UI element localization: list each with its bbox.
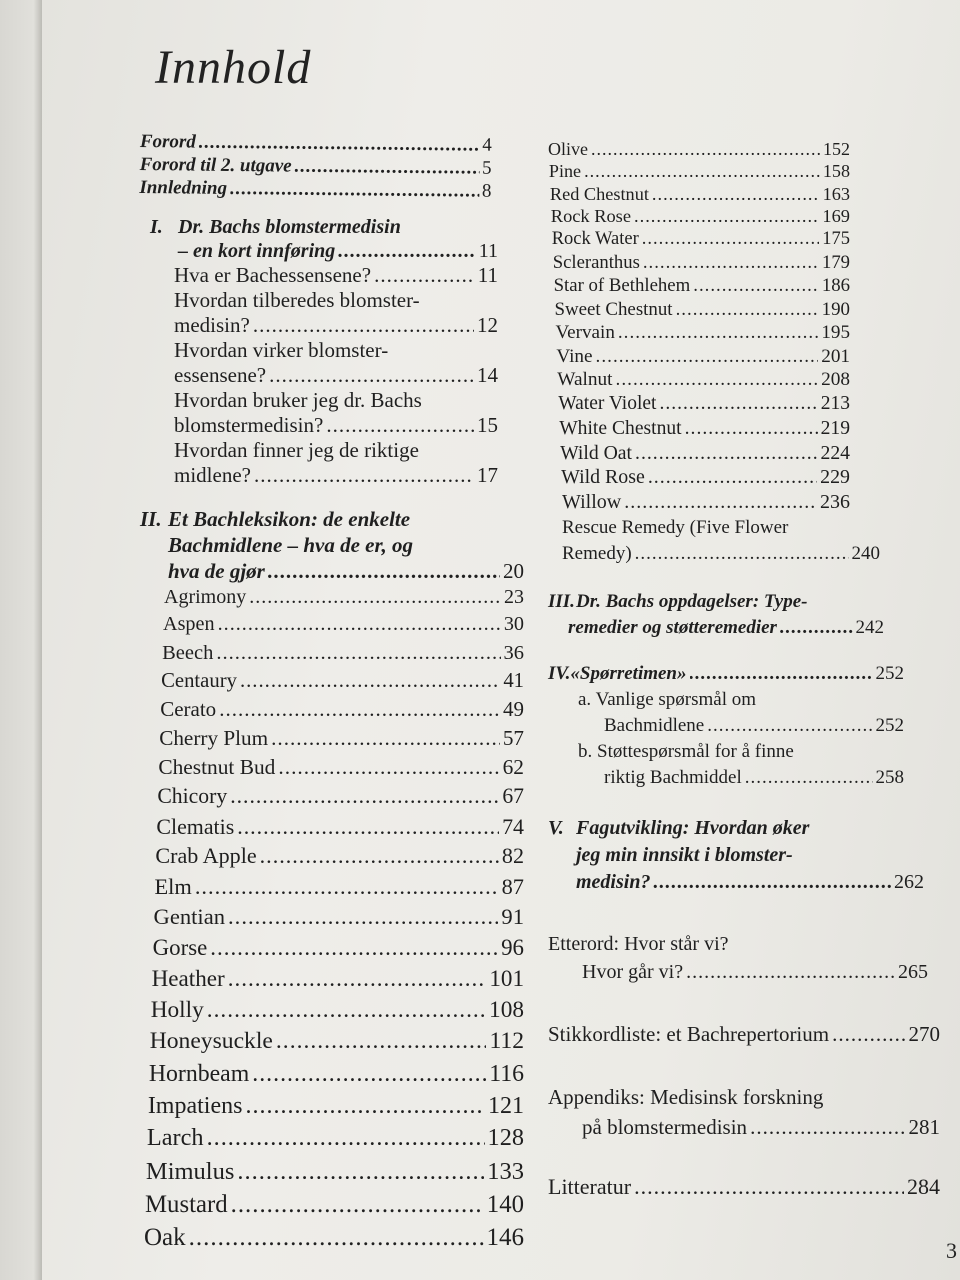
toc-entry-label: White Chestnut (559, 417, 682, 439)
page-title: Innhold (155, 41, 312, 94)
toc-section-4 (548, 661, 940, 791)
remedy-list-continued (548, 138, 940, 515)
dot-leader (278, 753, 499, 782)
dot-leader (237, 812, 499, 842)
dot-leader (584, 160, 820, 183)
toc-entry-page: 213 (820, 393, 850, 415)
toc-entry-page: 4 (482, 134, 492, 156)
toc-entry (548, 228, 850, 251)
dot-leader (648, 465, 817, 490)
toc-entry-page: 30 (503, 613, 524, 636)
toc-entry (146, 1155, 524, 1188)
toc-entry (155, 841, 524, 871)
toc-entry (548, 205, 850, 228)
toc-entry-page: 108 (489, 996, 524, 1023)
toc-entry (548, 465, 850, 490)
toc-entry (174, 313, 498, 338)
toc-section-2 (140, 506, 532, 1255)
etterord-line-1: Etterord: Hvor står vi? (548, 932, 729, 955)
toc-entry (157, 782, 524, 812)
toc-entry-page: 5 (482, 157, 492, 179)
dot-leader (652, 183, 820, 206)
toc-entry-label: midlene? (174, 463, 251, 487)
toc-entry-label: Innledning (139, 176, 228, 199)
toc-entry (154, 902, 525, 933)
toc-entry-label: medisin? (174, 313, 250, 337)
toc-entry-label: Cherry Plum (159, 726, 269, 750)
toc-entry (150, 1026, 524, 1058)
toc-entry-label: Mustard (145, 1191, 228, 1219)
toc-entry (148, 1090, 524, 1122)
toc-section-3 (548, 589, 940, 641)
toc-entry-page: 195 (821, 322, 850, 344)
toc-entry (158, 753, 524, 782)
toc-front-matter (139, 130, 532, 203)
toc-entry (548, 321, 850, 345)
toc-entry-page: 36 (503, 642, 524, 665)
dot-leader (207, 995, 486, 1027)
page-number: 3 (946, 1238, 957, 1263)
toc-entry-page: 57 (502, 726, 524, 750)
dot-leader (228, 963, 487, 994)
toc-entry-page: 128 (487, 1124, 524, 1152)
dot-leader (269, 363, 474, 388)
toc-entry-label: Impatiens (147, 1093, 243, 1119)
toc-entry-label: Hva er Bachessensene? (174, 263, 372, 287)
toc-entry-label: essensene? (174, 363, 267, 387)
section-4a-line-1: a. Vanlige spørsmål om (578, 688, 757, 710)
toc-entry-label: Beech (162, 642, 214, 665)
toc-entry-page: 121 (488, 1093, 524, 1119)
toc-entry-page: 140 (486, 1191, 524, 1219)
dot-leader (635, 441, 817, 466)
toc-entry-label: Forord (139, 130, 196, 153)
toc-appendiks (548, 1082, 940, 1142)
section-1-items (150, 263, 498, 488)
toc-entry-label: Cerato (160, 697, 217, 722)
toc-entry-page: 219 (820, 417, 850, 439)
toc-entry-label: Holly (150, 996, 204, 1023)
toc-entry (156, 812, 524, 842)
toc-entry (548, 138, 850, 160)
toc-entry-label: Gentian (153, 903, 226, 929)
toc-left-column (140, 130, 532, 1255)
toc-entry (153, 933, 524, 964)
section-4a-line-2: Bachmidlene ..... 252 (548, 713, 904, 739)
toc-stikkord: Stikkordliste: et Bachrepertorium ..... 270 (548, 1020, 940, 1048)
toc-etterord (548, 930, 940, 986)
toc-entry-label: Agrimony (164, 586, 247, 608)
toc-entry-label: Olive (548, 139, 588, 159)
appendiks-line-2: på blomstermedisin ..... 281 (548, 1112, 940, 1142)
toc-entry (152, 963, 524, 994)
dot-leader (326, 413, 474, 438)
toc-entry (145, 1188, 524, 1221)
dot-leader (199, 131, 480, 157)
toc-entry-label: Water Violet (558, 393, 657, 415)
toc-entry-page: 67 (502, 784, 524, 809)
dot-leader (252, 1058, 486, 1090)
toc-entry-page: 163 (822, 183, 850, 204)
etterord-line-2: Hvor går vi? ..... 265 (548, 958, 928, 986)
section-1-title-line-1: I. Dr. Bachs blomstermedisin (150, 216, 401, 238)
section-4b-line-2: riktig Bachmiddel ..... 258 (548, 765, 904, 791)
toc-entry (548, 274, 850, 297)
appendiks-line-1: Appendiks: Medisinsk forskning (548, 1084, 824, 1109)
section-2-items (140, 584, 524, 1255)
toc-entry-page: 49 (503, 697, 524, 722)
toc-entry-page: 62 (502, 754, 524, 779)
toc-entry (174, 263, 498, 288)
toc-entry (548, 251, 850, 274)
dot-leader (249, 584, 501, 611)
toc-section-5 (548, 815, 940, 896)
section-4b-line-1: b. Støttespørsmål for å finne (578, 740, 794, 762)
dot-leader (260, 841, 499, 871)
dot-leader (591, 138, 820, 160)
toc-entry-label: Wild Oat (560, 441, 633, 464)
dot-leader (253, 313, 474, 338)
section-5-entry: medisin? ..... 262 (548, 869, 924, 896)
toc-entry-label: Crab Apple (155, 843, 257, 869)
toc-entry-line: Hvordan virker blomster- (174, 338, 389, 362)
dot-leader (240, 667, 500, 695)
dot-leader (219, 695, 500, 724)
toc-entry-label: Star of Bethlehem (553, 275, 691, 297)
toc-entry (151, 995, 524, 1027)
toc-entry (160, 695, 524, 724)
toc-entry (163, 611, 524, 639)
toc-entry (548, 417, 850, 441)
dot-leader (642, 228, 820, 251)
toc-entry-page: 17 (477, 463, 498, 487)
toc-entry-label: Heather (151, 965, 225, 992)
toc-entry-page: 82 (501, 843, 524, 869)
toc-entry-page: 224 (820, 441, 850, 464)
toc-entry (174, 413, 498, 438)
toc-entry-label: Honeysuckle (149, 1028, 273, 1055)
toc-entry-label: Vine (556, 345, 593, 367)
toc-entry-label: Rock Water (551, 229, 639, 250)
toc-entry-line: Hvordan bruker jeg dr. Bachs (174, 388, 422, 412)
section-5-title-line-1: V. Fagutvikling: Hvordan øker (548, 816, 810, 839)
dot-leader (254, 463, 474, 488)
toc-entry-page: 229 (820, 466, 850, 489)
dot-leader (616, 368, 819, 392)
dot-leader (643, 251, 819, 274)
toc-entry-page: 12 (477, 313, 498, 337)
rescue-line-1: Rescue Remedy (Five Flower (562, 516, 789, 538)
dot-leader (659, 392, 817, 416)
toc-entry-label: blomstermedisin? (174, 413, 324, 437)
toc-entry (139, 176, 491, 203)
toc-entry-label: Clematis (156, 813, 235, 839)
toc-entry-label: Elm (154, 873, 192, 899)
dot-leader (624, 490, 817, 515)
dot-leader (276, 1026, 487, 1058)
toc-entry-page: 15 (477, 413, 498, 437)
toc-entry-page: 87 (501, 873, 524, 899)
toc-entry (548, 345, 850, 369)
toc-entry (155, 872, 525, 902)
toc-entry-page: 23 (504, 586, 524, 608)
toc-entry (548, 392, 850, 416)
section-2-entry: hva de gjør ..... 20 (140, 558, 524, 584)
section-3-entry: remedier og støtteremedier ..... 242 (548, 615, 884, 641)
toc-entry (548, 441, 850, 466)
toc-entry (174, 363, 498, 388)
toc-entry (161, 667, 524, 695)
toc-entry-page: 201 (821, 345, 850, 367)
toc-entry-label: Mimulus (145, 1158, 235, 1186)
dot-leader (195, 872, 499, 902)
toc-entry-label: Red Chestnut (549, 183, 649, 204)
toc-entry-label: Aspen (163, 613, 215, 636)
toc-entry-label: Forord til 2. utgave (139, 153, 292, 177)
toc-entry-label: Wild Rose (561, 466, 645, 489)
dot-leader (237, 1155, 484, 1188)
rescue-remedy-entry (548, 515, 940, 567)
toc-entry-page: 175 (822, 229, 850, 250)
toc-entry-label: Chestnut Bud (158, 754, 276, 779)
dot-leader (676, 298, 819, 322)
dot-leader (271, 724, 500, 753)
toc-entry (149, 1058, 524, 1090)
dot-leader (210, 933, 498, 964)
toc-entry-page: 186 (821, 275, 850, 297)
dot-leader (228, 902, 498, 933)
dot-leader (216, 639, 500, 667)
toc-entry-label: Larch (146, 1124, 204, 1152)
toc-entry-line: Hvordan tilberedes blomster- (174, 288, 420, 312)
toc-entry-label: Chicory (157, 784, 228, 809)
dot-leader (230, 177, 479, 203)
toc-entry-page: 152 (823, 139, 850, 159)
section-3-title-line-1: III.Dr. Bachs oppdagelser: Type- (548, 590, 808, 612)
section-1-entry: – en kort innføring ..... 11 (150, 239, 498, 263)
toc-entry-label: Sweet Chestnut (554, 298, 673, 320)
dot-leader (374, 263, 475, 288)
toc-entry (174, 463, 498, 488)
dot-leader (693, 274, 819, 297)
toc-entry-page: 169 (822, 206, 850, 227)
toc-entry (548, 490, 850, 515)
toc-entry-page: 190 (821, 298, 850, 320)
toc-entry (548, 298, 850, 322)
toc-entry-page: 8 (481, 180, 492, 202)
toc-entry-page: 133 (487, 1158, 524, 1186)
dot-leader (618, 321, 818, 345)
toc-entry (147, 1122, 524, 1155)
dot-leader (189, 1221, 484, 1255)
toc-entry (144, 1221, 524, 1255)
toc-entry (164, 584, 524, 611)
toc-entry-page: 146 (486, 1224, 524, 1252)
dot-leader (231, 1188, 484, 1221)
toc-entry (548, 368, 850, 392)
dot-leader (245, 1090, 485, 1122)
toc-section-1 (140, 215, 532, 488)
toc-entry-page: 208 (821, 369, 850, 391)
book-gutter (0, 0, 42, 1280)
toc-entry-page: 101 (489, 965, 524, 992)
toc-entry-page: 11 (477, 263, 498, 287)
toc-entry-label: Centaury (161, 670, 237, 693)
dot-leader (596, 345, 819, 369)
toc-litteratur: Litteratur ..... 284 (548, 1172, 940, 1202)
toc-entry-label: Scleranthus (552, 252, 640, 274)
toc-entry-label: Pine (548, 161, 582, 182)
toc-entry-label: Vervain (555, 322, 615, 344)
toc-entry-label: Oak (144, 1224, 186, 1252)
toc-entry-page: 158 (822, 161, 850, 182)
dot-leader (207, 1122, 485, 1155)
toc-entry-page: 112 (489, 1028, 524, 1055)
toc-entry-page: 116 (489, 1060, 524, 1087)
toc-entry-page: 179 (821, 252, 850, 274)
toc-entry-page: 74 (502, 813, 524, 839)
dot-leader (685, 417, 818, 441)
toc-right-column (548, 138, 940, 1202)
rescue-line-2: Remedy) ..... 240 (562, 541, 880, 567)
toc-entry (548, 160, 850, 183)
section-4-entry: IV. «Spørretimen» ..... 252 (548, 661, 904, 687)
toc-entry (162, 639, 524, 667)
section-2-title-line-2: Bachmidlene – hva de er, og (168, 533, 413, 557)
section-5-title-line-2: jeg min innsikt i blomster- (576, 843, 793, 866)
dot-leader (218, 611, 501, 639)
toc-entry (548, 183, 850, 206)
toc-entry-label: Willow (562, 490, 622, 513)
toc-entry-page: 236 (820, 490, 850, 513)
section-2-title-line-1: II. Et Bachleksikon: de enkelte (140, 507, 411, 531)
toc-entry-label: Gorse (152, 934, 208, 960)
toc-entry-label: Hornbeam (148, 1060, 250, 1087)
toc-entry-page: 96 (501, 934, 524, 960)
toc-entry-line: Hvordan finner jeg de riktige (174, 438, 419, 462)
toc-entry-label: Rock Rose (550, 206, 631, 227)
toc-entry-label: Walnut (557, 369, 613, 391)
toc-entry-page: 41 (503, 670, 524, 693)
dot-leader (295, 155, 480, 180)
toc-entry-page: 14 (477, 363, 498, 387)
toc-entry-page: 91 (501, 903, 524, 929)
dot-leader (634, 205, 819, 228)
dot-leader (230, 782, 499, 812)
toc-entry (159, 724, 524, 753)
